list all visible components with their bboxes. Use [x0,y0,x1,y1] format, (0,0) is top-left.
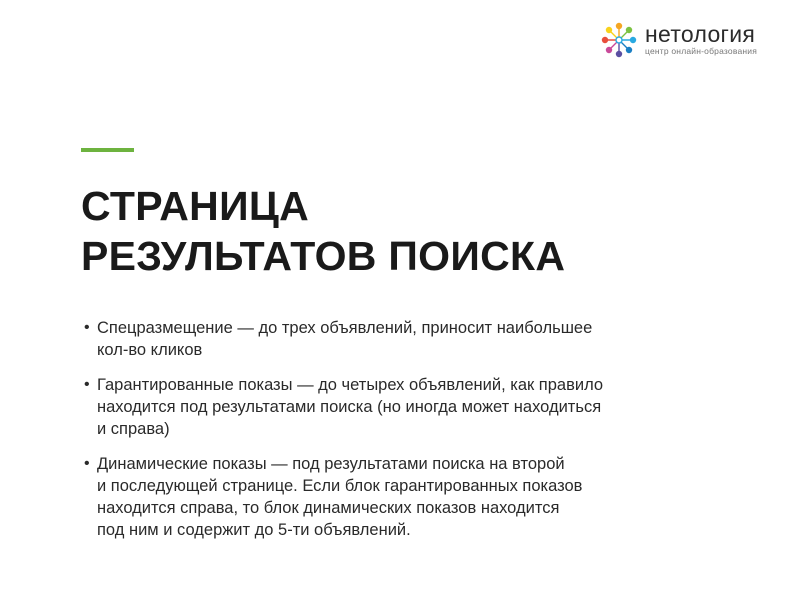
logo-tagline: центр онлайн-образования [645,46,758,56]
bullet-line: и справа) [97,420,170,438]
bullet-line: и последующей странице. Если блок гарантированных показов [97,477,583,495]
netology-logo [601,22,757,58]
bullet-text [97,453,714,541]
netology-flower-icon [601,22,637,58]
bullet-line: Спецразмещение — до трех объявлений, приносит наибольшее [97,319,593,337]
bullet-list [84,317,714,554]
bullet-item [84,453,714,541]
logo-name: нетология [645,21,756,47]
bullet-marker: • [84,455,90,472]
slide-title [81,181,565,281]
slide-title-line: СТРАНИЦА [81,183,310,229]
bullet-line: Гарантированные показы — до четырех объявлений, как правило [97,376,604,394]
bullet-item [84,374,714,440]
bullet-line: под ним и содержит до 5-ти объявлений. [97,521,411,539]
bullet-line: находится справа, то блок динамических показов находится [97,499,560,517]
bullet-item [84,317,714,361]
logo-text [645,23,757,57]
bullet-line: кол-во кликов [97,341,203,359]
bullet-marker: • [84,376,90,393]
bullet-line: находится под результатами поиска (но иногда может находиться [97,398,602,416]
slide-title-line: РЕЗУЛЬТАТОВ ПОИСКА [81,233,566,279]
title-accent-bar [81,148,134,152]
bullet-marker: • [84,319,90,336]
bullet-text [97,317,714,361]
bullet-text [97,374,714,440]
bullet-line: Динамические показы — под результатами поиска на второй [97,455,565,473]
